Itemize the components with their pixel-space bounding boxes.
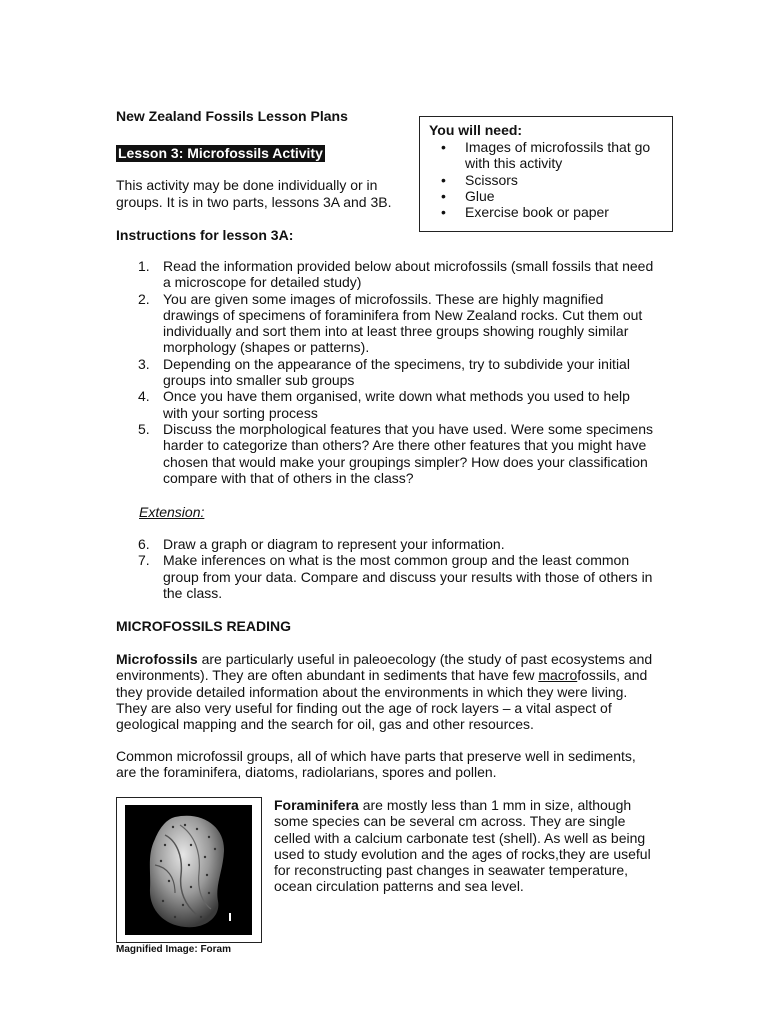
step-text: Once you have them organised, write down what methods you used to help with your sorting process: [163, 388, 630, 421]
reading-paragraph-2: Common microfossil groups, all of which have parts that preserve well in sediments, are the foraminifera, diatoms, radiolarians, spores and pollen.: [116, 748, 636, 781]
list-item: [138, 552, 658, 601]
list-item: [138, 291, 658, 356]
paragraph-text: fossils, and they provide detailed information about the environments in which they were living. They are also very useful for finding out the age of rock layers – a vital aspect of geological mapping and the search for oil, gas and other resources.: [116, 667, 648, 733]
list-item: [138, 388, 658, 421]
list-item: [138, 421, 658, 486]
reading-heading: MICROFOSSILS READING: [116, 618, 292, 634]
intro-paragraph: This activity may be done individually or in groups. It is in two parts, lessons 3A and 3B.: [116, 177, 392, 210]
term-bold: Foraminifera: [274, 797, 359, 813]
materials-list: [429, 139, 663, 220]
step-text: You are given some images of microfossils. These are highly magnified drawings of specimens of foraminifera from New Zealand rocks. Cut them out individually and sort them into at least three groups showing roughly similar morphology (shapes or patterns).: [163, 290, 643, 356]
lesson-heading: Lesson 3: Microfossils Activity: [118, 145, 323, 161]
list-item: • Images of microfossils that go with this activity: [465, 139, 663, 172]
document-title: New Zealand Fossils Lesson Plans: [116, 108, 348, 124]
materials-title: You will need:: [429, 122, 523, 138]
list-item: • Exercise book or paper: [465, 204, 663, 220]
list-item: [138, 356, 658, 389]
step-text: Depending on the appearance of the specimens, try to subdivide your initial groups into smaller sub groups: [163, 355, 630, 389]
list-item: [138, 258, 658, 291]
instructions-heading: Instructions for lesson 3A:: [116, 227, 294, 243]
step-text: Make inferences on what is the most common group and the least common group from your data. Compare and discuss your results with those of others in the class.: [163, 552, 653, 601]
step-number: 2.: [138, 290, 150, 307]
step-number: 1.: [138, 258, 150, 274]
list-item: • Scissors: [465, 172, 663, 188]
step-text: Read the information provided below about microfossils (small fossils that need a microscope for detailed study): [163, 258, 654, 291]
step-number: 3.: [138, 355, 150, 372]
list-item: • Glue: [465, 188, 663, 204]
extension-label: Extension:: [139, 504, 205, 520]
reading-paragraph-1: [116, 651, 656, 732]
foram-image-frame: [116, 797, 262, 943]
step-number: 6.: [138, 536, 150, 552]
foram-fossil-icon: [125, 805, 252, 935]
underlined-text: macro: [538, 667, 578, 684]
foram-image: [125, 805, 252, 935]
instruction-steps: [138, 258, 658, 486]
extension-steps: [138, 536, 658, 601]
step-number: 4.: [138, 388, 150, 405]
paragraph-text: are particularly useful in paleoecology (the study of past ecosystems and environments). They are often abundant in sediments that have few: [116, 651, 653, 684]
step-number: 5.: [138, 420, 150, 437]
foraminifera-paragraph: [274, 797, 664, 895]
image-caption: Magnified Image: Foram: [116, 944, 232, 955]
step-text: Draw a graph or diagram to represent your information.: [163, 536, 505, 552]
materials-box: [419, 116, 673, 232]
list-item: [138, 536, 658, 552]
step-text: Discuss the morphological features that you have used. Were some specimens harder to categorize than others? Are there other features that you might have chosen that would make your groupings simpler? How does your classification compare with that of others in the class?: [163, 420, 653, 486]
step-number: 7.: [138, 552, 150, 569]
term-bold: Microfossils: [116, 651, 198, 667]
paragraph-text: are mostly less than 1 mm in size, although some species can be several cm across. They are single celled with a calcium carbonate test (shell). As well as being used to study evolution and the ages of rocks,they are useful for reconstructing past changes in seawater temperature, ocean circulation patterns and sea level.: [274, 797, 651, 895]
